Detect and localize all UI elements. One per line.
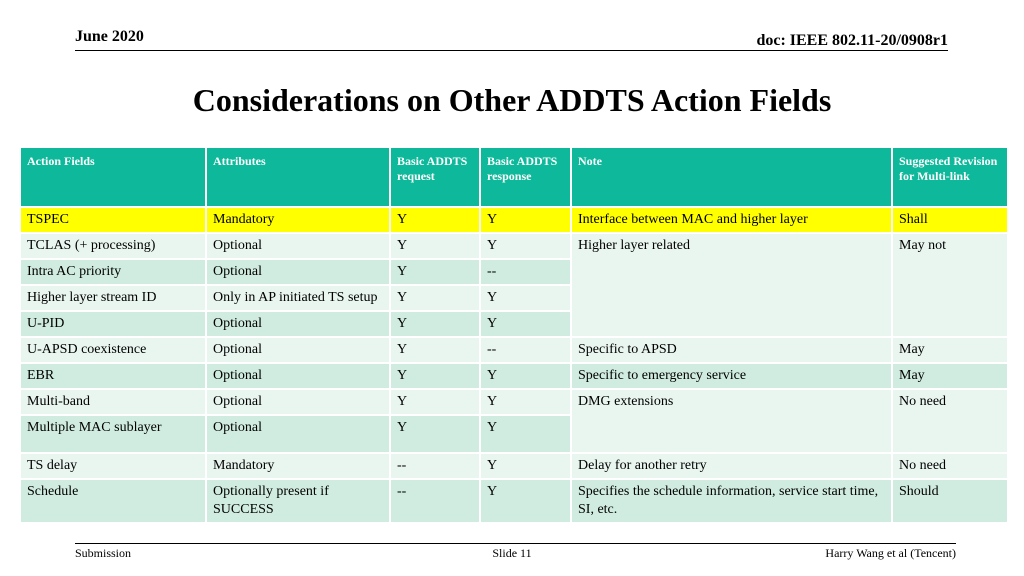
cell-attr: Optionally present if SUCCESS xyxy=(206,479,390,523)
cell-attr: Optional xyxy=(206,337,390,363)
cell-rev: Should xyxy=(892,479,1008,523)
cell-field: Multi-band xyxy=(20,389,206,415)
cell-resp: -- xyxy=(480,259,571,285)
cell-note: Higher layer related xyxy=(571,233,892,337)
cell-field: U-PID xyxy=(20,311,206,337)
cell-field: Multiple MAC sublayer xyxy=(20,415,206,453)
cell-note: Delay for another retry xyxy=(571,453,892,479)
cell-note: DMG extensions xyxy=(571,389,892,453)
cell-field: U-APSD coexistence xyxy=(20,337,206,363)
cell-note: Specifies the schedule information, service start time, SI, etc. xyxy=(571,479,892,523)
addts-fields-table xyxy=(19,146,1009,524)
cell-req: Y xyxy=(390,415,480,453)
footer-divider xyxy=(75,543,956,544)
cell-field: Intra AC priority xyxy=(20,259,206,285)
cell-field: TCLAS (+ processing) xyxy=(20,233,206,259)
cell-req: Y xyxy=(390,285,480,311)
cell-resp: Y xyxy=(480,479,571,523)
table-row xyxy=(20,363,1008,389)
cell-attr: Mandatory xyxy=(206,207,390,233)
cell-attr: Optional xyxy=(206,259,390,285)
table-row xyxy=(20,479,1008,523)
footer-submission: Submission xyxy=(75,546,132,560)
cell-note: Specific to APSD xyxy=(571,337,892,363)
cell-req: Y xyxy=(390,337,480,363)
table-row xyxy=(20,337,1008,363)
cell-req: -- xyxy=(390,453,480,479)
footer-slide-number: Slide 11 xyxy=(492,546,532,560)
cell-rev: No need xyxy=(892,453,1008,479)
table-row xyxy=(20,453,1008,479)
table-header-row xyxy=(20,147,1008,207)
cell-resp: Y xyxy=(480,453,571,479)
cell-rev: May not xyxy=(892,233,1008,337)
cell-resp: Y xyxy=(480,389,571,415)
cell-req: Y xyxy=(390,259,480,285)
cell-req: Y xyxy=(390,233,480,259)
cell-attr: Optional xyxy=(206,389,390,415)
cell-req: Y xyxy=(390,389,480,415)
cell-field: EBR xyxy=(20,363,206,389)
header-note: Note xyxy=(571,147,892,207)
cell-note: Specific to emergency service xyxy=(571,363,892,389)
cell-attr: Optional xyxy=(206,363,390,389)
cell-req: Y xyxy=(390,207,480,233)
cell-attr: Optional xyxy=(206,415,390,453)
slide-title: Considerations on Other ADDTS Action Fields xyxy=(192,82,832,118)
cell-field: TS delay xyxy=(20,453,206,479)
cell-attr: Mandatory xyxy=(206,453,390,479)
cell-note: Interface between MAC and higher layer xyxy=(571,207,892,233)
header-basic-response: Basic ADDTS response xyxy=(480,147,571,207)
header-basic-request: Basic ADDTS request xyxy=(390,147,480,207)
cell-resp: Y xyxy=(480,207,571,233)
cell-req: Y xyxy=(390,363,480,389)
table-row xyxy=(20,207,1008,233)
footer-author: Harry Wang et al (Tencent) xyxy=(825,546,956,560)
cell-req: Y xyxy=(390,311,480,337)
table-row xyxy=(20,233,1008,259)
cell-resp: Y xyxy=(480,285,571,311)
cell-resp: Y xyxy=(480,363,571,389)
header-date: June 2020 xyxy=(75,28,144,45)
header-divider xyxy=(75,50,948,51)
cell-field: Schedule xyxy=(20,479,206,523)
cell-resp: Y xyxy=(480,233,571,259)
cell-attr: Optional xyxy=(206,233,390,259)
cell-rev: May xyxy=(892,363,1008,389)
cell-rev: May xyxy=(892,337,1008,363)
header-attributes: Attributes xyxy=(206,147,390,207)
header-action-fields: Action Fields xyxy=(20,147,206,207)
cell-field: TSPEC xyxy=(20,207,206,233)
table-row xyxy=(20,389,1008,415)
header-doc-id: doc: IEEE 802.11-20/0908r1 xyxy=(756,32,948,49)
cell-rev: Shall xyxy=(892,207,1008,233)
cell-resp: Y xyxy=(480,311,571,337)
cell-req: -- xyxy=(390,479,480,523)
cell-resp: -- xyxy=(480,337,571,363)
cell-field: Higher layer stream ID xyxy=(20,285,206,311)
cell-attr: Only in AP initiated TS setup xyxy=(206,285,390,311)
cell-attr: Optional xyxy=(206,311,390,337)
header-suggested-revision: Suggested Revision for Multi-link xyxy=(892,147,1008,207)
cell-rev: No need xyxy=(892,389,1008,453)
cell-resp: Y xyxy=(480,415,571,453)
